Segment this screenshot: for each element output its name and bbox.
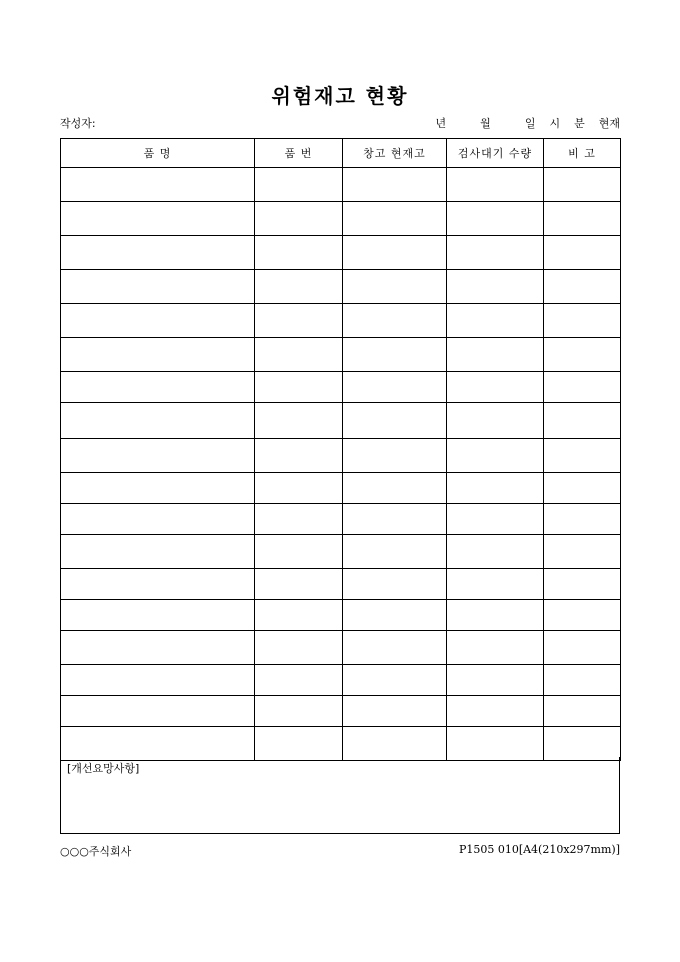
table-cell[interactable] bbox=[255, 202, 343, 236]
table-cell[interactable] bbox=[447, 338, 544, 372]
table-cell[interactable] bbox=[544, 665, 621, 696]
table-body bbox=[61, 168, 621, 761]
table-cell[interactable] bbox=[447, 473, 544, 504]
table-cell[interactable] bbox=[447, 168, 544, 202]
table-cell[interactable] bbox=[61, 665, 255, 696]
inventory-table bbox=[60, 138, 621, 761]
table-cell[interactable] bbox=[343, 202, 447, 236]
table-cell[interactable] bbox=[255, 696, 343, 727]
table-row bbox=[61, 403, 621, 439]
table-cell[interactable] bbox=[343, 372, 447, 403]
document-title: 위험재고 현황 bbox=[271, 84, 409, 108]
table-row bbox=[61, 696, 621, 727]
column-remarks: 비 고 bbox=[544, 139, 621, 168]
table-cell[interactable] bbox=[255, 168, 343, 202]
column-item-name: 품 명 bbox=[61, 139, 255, 168]
table-row bbox=[61, 168, 621, 202]
table-cell[interactable] bbox=[255, 236, 343, 270]
company-name: ○○○주식회사 bbox=[60, 845, 132, 858]
table-cell[interactable] bbox=[61, 504, 255, 535]
table-cell[interactable] bbox=[544, 535, 621, 569]
table-cell[interactable] bbox=[544, 270, 621, 304]
table-row bbox=[61, 665, 621, 696]
table-row bbox=[61, 569, 621, 600]
table-cell[interactable] bbox=[343, 535, 447, 569]
table-cell[interactable] bbox=[447, 403, 544, 439]
table-cell[interactable] bbox=[255, 569, 343, 600]
table-cell[interactable] bbox=[343, 504, 447, 535]
table-cell[interactable] bbox=[544, 372, 621, 403]
table-cell[interactable] bbox=[255, 304, 343, 338]
table-cell[interactable] bbox=[544, 696, 621, 727]
table-cell[interactable] bbox=[61, 304, 255, 338]
column-item-number: 품 번 bbox=[255, 139, 343, 168]
table-cell[interactable] bbox=[255, 439, 343, 473]
table-row bbox=[61, 202, 621, 236]
table-cell[interactable] bbox=[447, 600, 544, 631]
improvement-notes-box[interactable] bbox=[60, 757, 620, 834]
table-cell[interactable] bbox=[343, 403, 447, 439]
table-cell[interactable] bbox=[544, 504, 621, 535]
table-cell[interactable] bbox=[343, 168, 447, 202]
table-cell[interactable] bbox=[255, 535, 343, 569]
date-line bbox=[436, 115, 620, 131]
table-row bbox=[61, 600, 621, 631]
year-label: 년 bbox=[435, 117, 447, 130]
column-pending-inspection: 검사대기 수량 bbox=[447, 139, 544, 168]
table-cell[interactable] bbox=[343, 236, 447, 270]
table-cell[interactable] bbox=[544, 631, 621, 665]
table-cell[interactable] bbox=[255, 403, 343, 439]
table-cell[interactable] bbox=[343, 304, 447, 338]
table-cell[interactable] bbox=[544, 569, 621, 600]
table-cell[interactable] bbox=[544, 473, 621, 504]
as-of-label: 현재 bbox=[598, 117, 620, 130]
table-cell[interactable] bbox=[255, 504, 343, 535]
day-label: 일 bbox=[524, 117, 536, 130]
table-row bbox=[61, 727, 621, 761]
month-label: 월 bbox=[480, 117, 491, 130]
table-row bbox=[61, 270, 621, 304]
table-cell[interactable] bbox=[255, 372, 343, 403]
table-cell[interactable] bbox=[61, 473, 255, 504]
table-cell[interactable] bbox=[343, 665, 447, 696]
table-cell[interactable] bbox=[61, 439, 255, 473]
table-cell[interactable] bbox=[447, 202, 544, 236]
table-cell[interactable] bbox=[61, 631, 255, 665]
table-cell[interactable] bbox=[61, 236, 255, 270]
table-cell[interactable] bbox=[255, 631, 343, 665]
table-cell[interactable] bbox=[544, 727, 621, 761]
table-cell[interactable] bbox=[343, 569, 447, 600]
table-cell[interactable] bbox=[544, 439, 621, 473]
table-row bbox=[61, 338, 621, 372]
table-cell[interactable] bbox=[255, 270, 343, 304]
table-cell[interactable] bbox=[255, 665, 343, 696]
table-cell[interactable] bbox=[343, 473, 447, 504]
table-cell[interactable] bbox=[343, 338, 447, 372]
table-cell[interactable] bbox=[447, 696, 544, 727]
table-cell[interactable] bbox=[61, 168, 255, 202]
table-cell[interactable] bbox=[544, 338, 621, 372]
table-cell[interactable] bbox=[544, 403, 621, 439]
author-label: 작성자: bbox=[60, 117, 96, 130]
table-row bbox=[61, 372, 621, 403]
table-cell[interactable] bbox=[343, 439, 447, 473]
table-cell[interactable] bbox=[544, 236, 621, 270]
table-row bbox=[61, 631, 621, 665]
table-row bbox=[61, 535, 621, 569]
table-cell[interactable] bbox=[544, 202, 621, 236]
table-cell[interactable] bbox=[343, 727, 447, 761]
form-code: P1505 010[A4(210x297mm)] bbox=[458, 843, 620, 856]
table-cell[interactable] bbox=[61, 338, 255, 372]
column-warehouse-stock: 창고 현재고 bbox=[343, 139, 447, 168]
table-cell[interactable] bbox=[255, 473, 343, 504]
hour-label: 시 bbox=[549, 117, 561, 130]
table-cell[interactable] bbox=[61, 270, 255, 304]
table-cell[interactable] bbox=[447, 504, 544, 535]
table-cell[interactable] bbox=[61, 696, 255, 727]
table-cell[interactable] bbox=[447, 727, 544, 761]
table-cell[interactable] bbox=[544, 304, 621, 338]
table-cell[interactable] bbox=[447, 372, 544, 403]
table-cell[interactable] bbox=[61, 727, 255, 761]
table-cell[interactable] bbox=[343, 631, 447, 665]
table-row bbox=[61, 439, 621, 473]
table-cell[interactable] bbox=[61, 202, 255, 236]
table-header-row bbox=[61, 139, 621, 168]
table-cell[interactable] bbox=[447, 236, 544, 270]
table-cell[interactable] bbox=[61, 403, 255, 439]
table-cell[interactable] bbox=[544, 600, 621, 631]
table-cell[interactable] bbox=[255, 727, 343, 761]
table-cell[interactable] bbox=[544, 168, 621, 202]
table-cell[interactable] bbox=[255, 600, 343, 631]
table-cell[interactable] bbox=[447, 535, 544, 569]
table-cell[interactable] bbox=[255, 338, 343, 372]
table-row bbox=[61, 504, 621, 535]
table-cell[interactable] bbox=[447, 270, 544, 304]
table-cell[interactable] bbox=[343, 696, 447, 727]
table-cell[interactable] bbox=[61, 372, 255, 403]
table-cell[interactable] bbox=[61, 569, 255, 600]
table-cell[interactable] bbox=[343, 270, 447, 304]
table-cell[interactable] bbox=[61, 600, 255, 631]
table-row bbox=[61, 304, 621, 338]
minute-label: 분 bbox=[574, 117, 585, 130]
improvement-notes-label: [개선요망사항] bbox=[67, 762, 140, 775]
table-cell[interactable] bbox=[447, 304, 544, 338]
table-cell[interactable] bbox=[447, 439, 544, 473]
table-cell[interactable] bbox=[447, 631, 544, 665]
table-cell[interactable] bbox=[447, 665, 544, 696]
table-cell[interactable] bbox=[343, 600, 447, 631]
table-row bbox=[61, 473, 621, 504]
table-row bbox=[61, 236, 621, 270]
table-cell[interactable] bbox=[447, 569, 544, 600]
table-cell[interactable] bbox=[61, 535, 255, 569]
